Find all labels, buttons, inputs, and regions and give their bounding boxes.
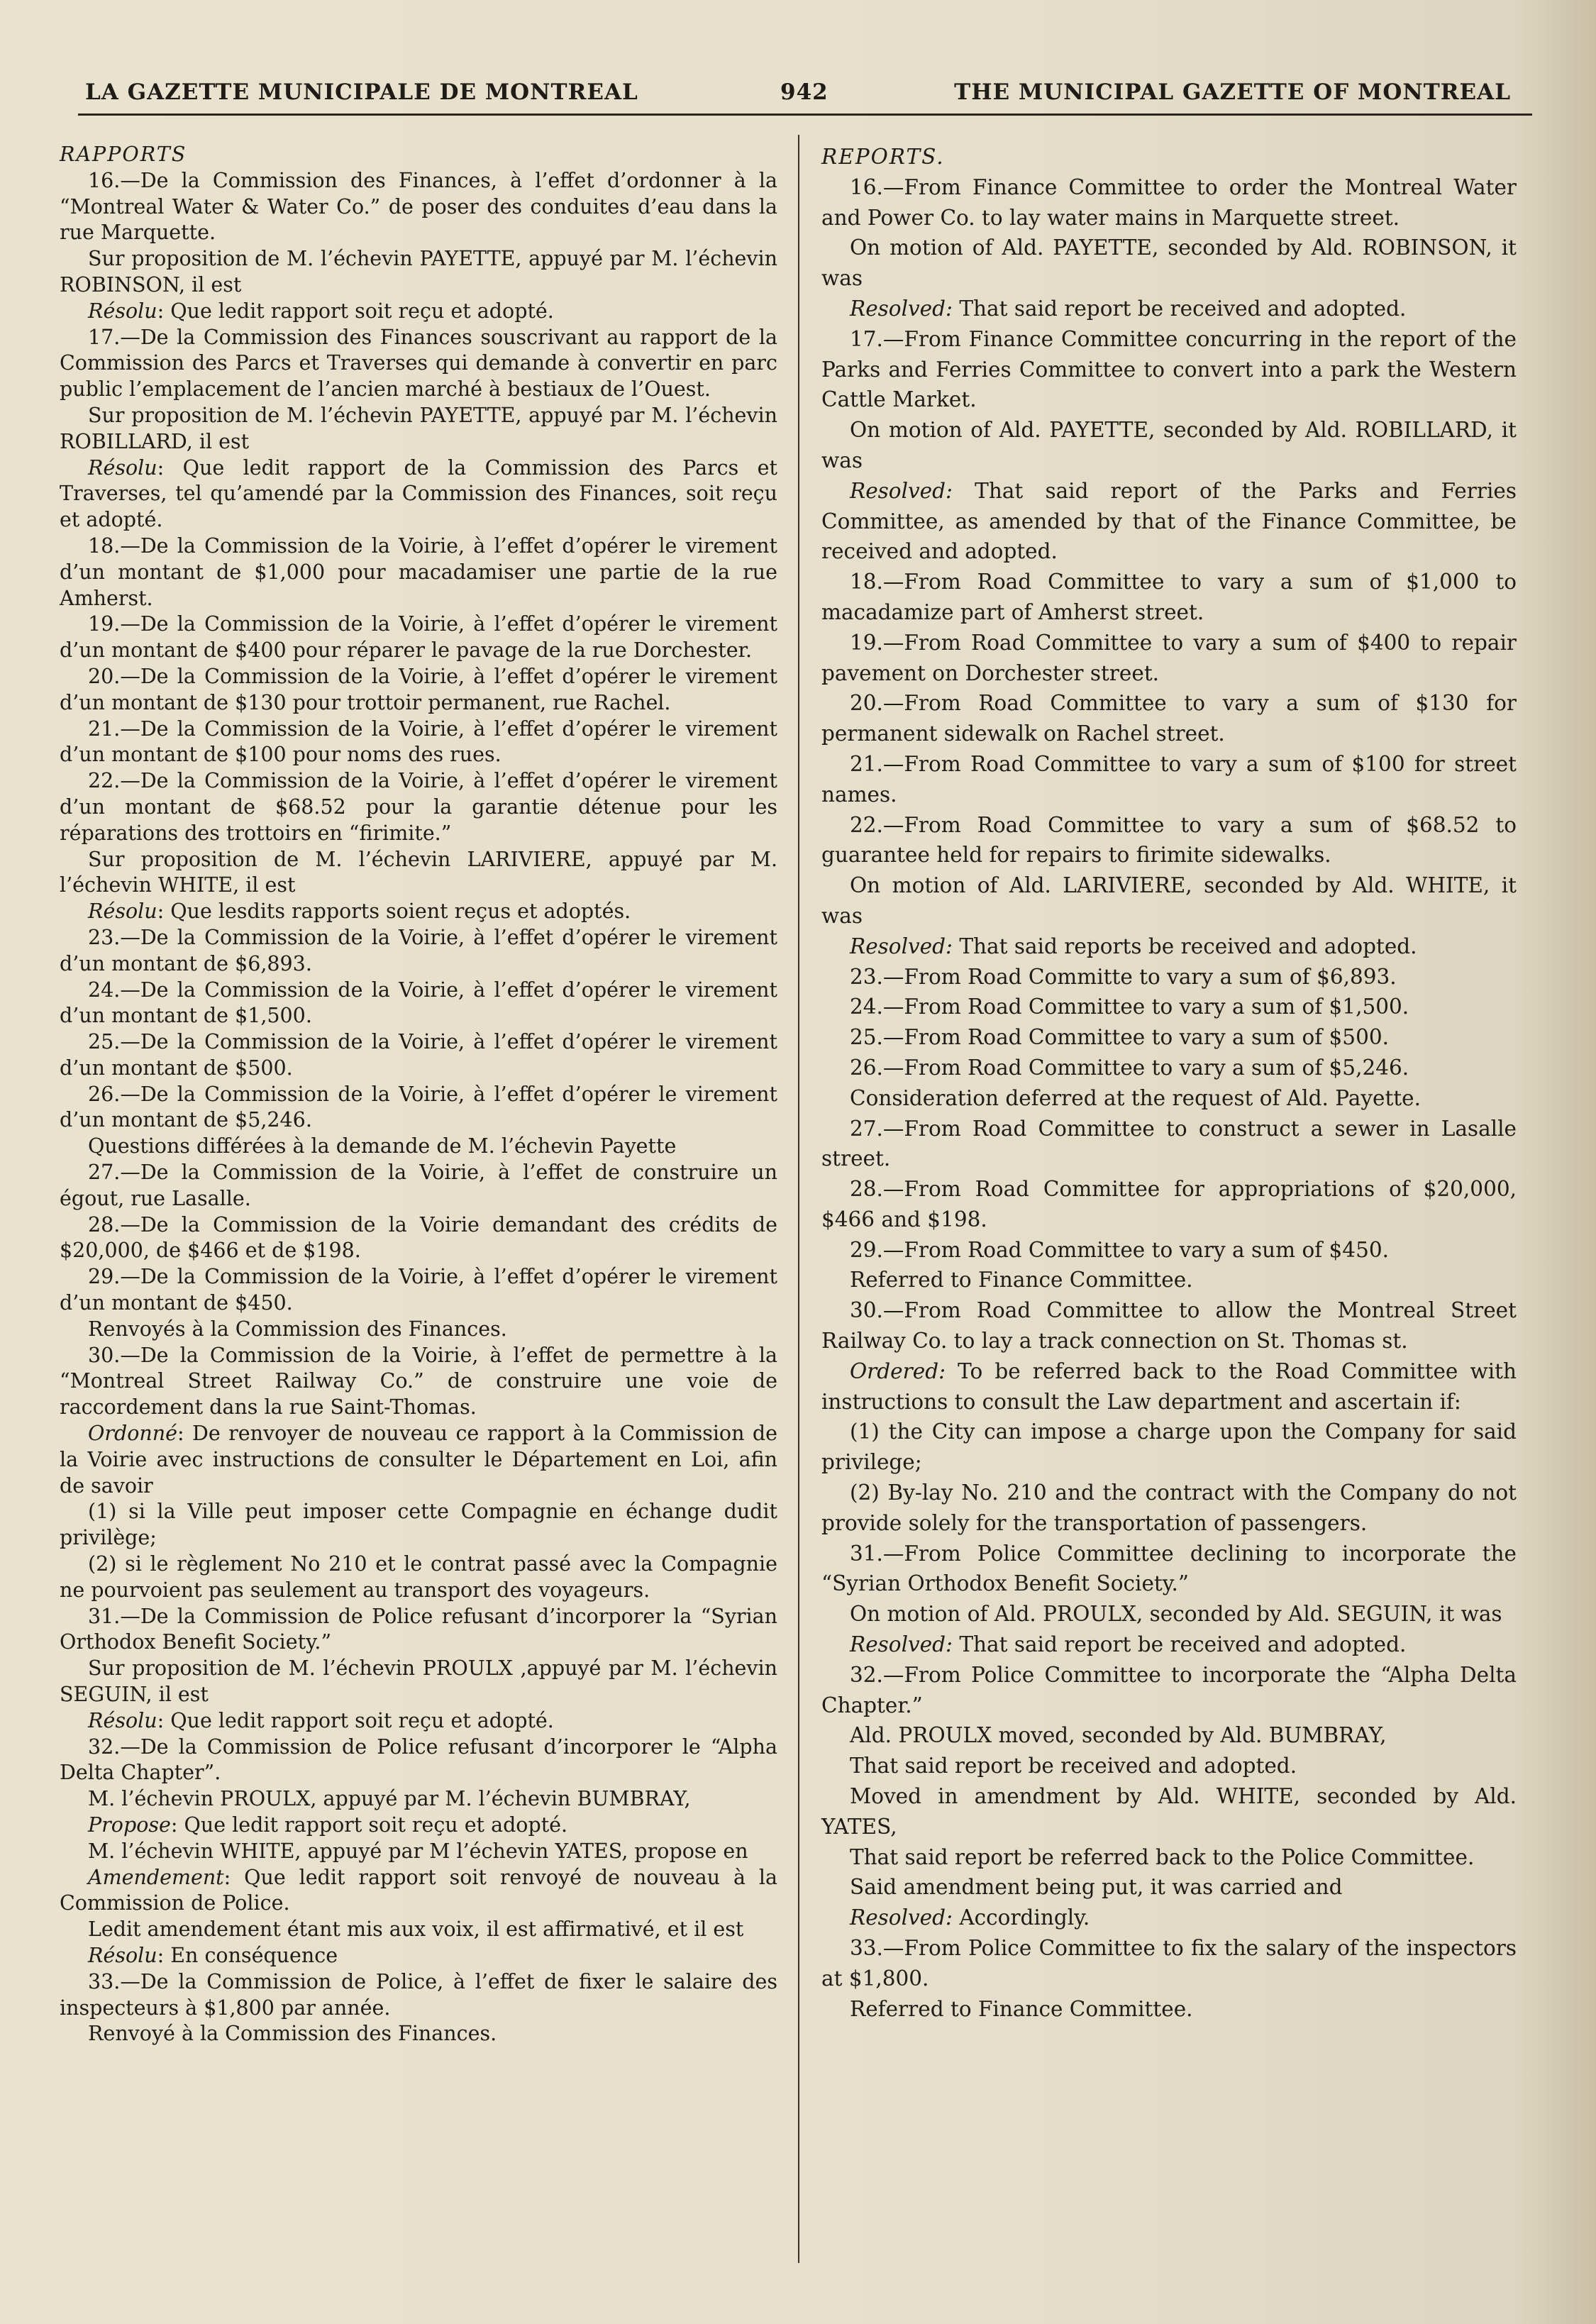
english-paragraph-text: Referred to Finance Committee.: [850, 1268, 1193, 1293]
english-paragraph-text: 28.—From Road Committee for appropriations of $20,000, $466 and $198.: [821, 1177, 1517, 1232]
french-paragraph-text: Sur proposition de M. l’échevin PROULX ,appuyé par M. l’échevin SEGUIN, il est: [60, 1656, 777, 1707]
french-paragraph: [60, 1917, 777, 1943]
french-paragraph: [60, 768, 777, 846]
english-paragraph: [821, 1751, 1517, 1781]
english-paragraph-text: 25.—From Road Committee to vary a sum of $500.: [850, 1025, 1389, 1050]
page-header: [85, 79, 1511, 114]
english-paragraph: [821, 1478, 1517, 1539]
english-paragraph-text: 29.—From Road Committee to vary a sum of $450.: [850, 1237, 1389, 1262]
english-paragraph-text: (1) the City can impose a charge upon the Company for said privilege;: [821, 1420, 1517, 1475]
french-paragraph: [60, 1264, 777, 1317]
english-section-heading: REPORTS.: [821, 145, 945, 169]
english-paragraph-text: 17.—From Finance Committee concurring in the report of the Parks and Ferries Committee to convert into a park the Western Cattle Market.: [821, 326, 1517, 412]
french-paragraph: [60, 1551, 777, 1604]
english-paragraph-text: 19.—From Road Committee to vary a sum of $400 to repair pavement on Dorchester street.: [821, 630, 1517, 685]
french-paragraph: [60, 299, 777, 325]
french-paragraph: [60, 1421, 777, 1499]
english-paragraph: [821, 1660, 1517, 1721]
english-paragraph-text: On motion of Ald. LARIVIERE, seconded by Ald. WHITE, it was: [821, 873, 1517, 928]
french-paragraph-text: : Que ledit rapport de la Commission des Parcs et Traverses, tel qu’amendé par la Commission des Finances, soit reçu et adopté.: [60, 455, 777, 532]
french-paragraph-text: 26.—De la Commission de la Voirie, à l’effet d’opérer le virement d’un montant de $5,246.: [60, 1082, 777, 1132]
english-paragraph: [821, 1720, 1517, 1751]
english-paragraph: [821, 567, 1517, 628]
english-paragraph-text: That said reports be received and adopted.: [952, 934, 1417, 958]
french-paragraph: [60, 1134, 777, 1160]
french-paragraph-text: : Que ledit rapport soit reçu et adopté.: [170, 1813, 568, 1837]
english-paragraph-text: Moved in amendment by Ald. WHITE, seconded by Ald. YATES,: [821, 1784, 1517, 1839]
english-paragraph-text: On motion of Ald. PAYETTE, seconded by Ald. ROBINSON, it was: [821, 236, 1517, 291]
french-paragraph-text: 22.—De la Commission de la Voirie, à l’effet d’opérer le virement d’un montant de $68.52 pour la garantie détenue pour les réparations des trottoirs en “firimite.”: [60, 769, 777, 845]
english-paragraph: [821, 931, 1517, 962]
french-paragraph-text: : Que ledit rapport soit reçu et adopté.: [157, 299, 554, 323]
french-paragraph: [60, 1317, 777, 1343]
french-paragraph-text: M. l’échevin PROULX, appuyé par M. l’échevin BUMBRAY,: [88, 1787, 691, 1811]
english-paragraph-text: (2) By-lay No. 210 and the contract with the Company do not provide solely for the transportation of passengers.: [821, 1481, 1517, 1535]
french-paragraph-text: : Que ledit rapport soit renvoyé de nouveau à la Commission de Police.: [60, 1865, 777, 1915]
english-paragraph-text: That said report be referred back to the Police Committee.: [850, 1844, 1475, 1869]
french-paragraph-text: 16.—De la Commission des Finances, à l’effet d’ordonner à la “Montreal Water & Water Co.” de poser des conduites d’eau dans la rue Marquette.: [60, 168, 777, 245]
french-paragraph: [60, 1160, 777, 1212]
french-paragraph-text: Sur proposition de M. l’échevin PAYETTE, appuyé par M. l’échevin ROBILLARD, il est: [60, 403, 777, 453]
english-paragraph-text: To be referred back to the Road Committee with instructions to consult the Law department and ascertain if:: [821, 1359, 1517, 1414]
french-paragraph-lead: Résolu: [88, 1708, 157, 1732]
english-paragraph-lead: Resolved:: [850, 1632, 953, 1657]
english-paragraph-text: 21.—From Road Committee to vary a sum of $100 for street names.: [821, 751, 1517, 807]
french-paragraph: [60, 1865, 777, 1918]
english-paragraph-text: 24.—From Road Committee to vary a sum of $1,500.: [850, 995, 1409, 1019]
french-paragraph-text: 23.—De la Commission de la Voirie, à l’effet d’opérer le virement d’un montant de $6,893.: [60, 925, 777, 975]
english-paragraph: [821, 1174, 1517, 1235]
french-section-heading: RAPPORTS: [60, 143, 187, 166]
french-paragraph-text: 24.—De la Commission de la Voirie, à l’effet d’opérer le virement d’un montant de $1,500.: [60, 978, 777, 1028]
french-paragraph: [60, 899, 777, 925]
english-paragraph-lead: Resolved:: [850, 934, 953, 958]
french-paragraph-text: 21.—De la Commission de la Voirie, à l’effet d’opérer le virement d’un montant de $100 pour noms des rues.: [60, 716, 777, 767]
french-paragraph-lead: Résolu: [88, 1943, 157, 1967]
english-paragraph: [821, 1053, 1517, 1083]
french-paragraph: [60, 1029, 777, 1082]
french-paragraph: [60, 1786, 777, 1813]
french-paragraph-text: (1) si la Ville peut imposer cette Compagnie en échange dudit privilège;: [60, 1500, 777, 1550]
english-paragraph: [821, 1417, 1517, 1478]
english-paragraph: [821, 870, 1517, 931]
page-number: 942: [780, 79, 829, 105]
french-title: LA GAZETTE MUNICIPALE DE MONTREAL: [85, 79, 638, 105]
french-paragraph: [60, 1499, 777, 1551]
english-paragraph-text: That said report be received and adopted.: [850, 1754, 1297, 1778]
french-paragraph: [60, 2021, 777, 2047]
french-paragraph: [60, 1343, 777, 1421]
english-paragraph-text: 20.—From Road Committee to vary a sum of $130 for permanent sidewalk on Rachel street.: [821, 691, 1517, 746]
french-paragraph-lead: Résolu: [88, 299, 157, 323]
english-paragraph-text: Referred to Finance Committee.: [850, 1996, 1193, 2021]
english-paragraph-lead: Ordered:: [850, 1359, 946, 1383]
french-paragraph-text: Renvoyés à la Commission des Finances.: [88, 1317, 507, 1341]
english-paragraph: [821, 810, 1517, 871]
french-paragraph: [60, 1604, 777, 1656]
french-paragraph: [60, 455, 777, 533]
english-paragraph: [821, 1539, 1517, 1600]
french-paragraph-lead: Résolu: [88, 900, 157, 924]
french-paragraph-text: 28.—De la Commission de la Voirie demandant des crédits de $20,000, de $466 et de $198.: [60, 1212, 777, 1263]
english-paragraph: [821, 1994, 1517, 2025]
french-paragraph: [60, 978, 777, 1030]
english-paragraph: [821, 1629, 1517, 1660]
french-paragraph-text: 18.—De la Commission de la Voirie, à l’effet d’opérer le virement d’un montant de $1,000 pour macadamiser une partie de la rue Amherst.: [60, 533, 777, 610]
english-paragraph-text: 22.—From Road Committee to vary a sum of $68.52 to guarantee held for repairs to firimite sidewalks.: [821, 812, 1517, 868]
english-paragraph-text: 18.—From Road Committee to vary a sum of $1,000 to macadamize part of Amherst street.: [821, 570, 1517, 624]
french-paragraph-text: 20.—De la Commission de la Voirie, à l’effet d’opérer le virement d’un montant de $130 pour trottoir permanent, rue Rachel.: [60, 664, 777, 714]
english-paragraph: [821, 1235, 1517, 1266]
english-paragraph: [821, 294, 1517, 324]
english-paragraph: [821, 1356, 1517, 1417]
english-column: [821, 142, 1517, 2024]
french-paragraph-text: : De renvoyer de nouveau ce rapport à la Commission de la Voirie avec instructions de consulter le Département en Loi, afin de savoir: [60, 1422, 777, 1498]
english-paragraph: [821, 962, 1517, 992]
english-paragraph-text: Accordingly.: [952, 1905, 1090, 1930]
french-paragraph-text: M. l’échevin WHITE, appuyé par M l’échevin YATES, propose en: [88, 1839, 748, 1863]
english-paragraph-text: On motion of Ald. PROULX, seconded by Ald. SEGUIN, it was: [850, 1602, 1502, 1627]
french-paragraph-text: 30.—De la Commission de la Voirie, à l’effet de permettre à la “Montreal Street Railway Co.” de construire une voie de raccordement dans la rue Saint-Thomas.: [60, 1343, 777, 1420]
french-paragraph: [60, 664, 777, 716]
english-paragraph: [821, 476, 1517, 567]
french-paragraph-text: 25.—De la Commission de la Voirie, à l’effet d’opérer le virement d’un montant de $500.: [60, 1030, 777, 1080]
french-paragraph-text: 33.—De la Commission de Police, à l’effet de fixer le salaire des inspecteurs à $1,800 par année.: [60, 1969, 777, 2020]
french-paragraph: [60, 1839, 777, 1865]
english-paragraph-text: Ald. PROULX moved, seconded by Ald. BUMBRAY,: [850, 1723, 1387, 1748]
english-paragraph: [821, 1114, 1517, 1175]
french-paragraph-lead: Amendement: [88, 1865, 224, 1889]
french-paragraph-text: Questions différées à la demande de M. l’échevin Payette: [88, 1134, 677, 1158]
english-paragraph-lead: Resolved:: [850, 296, 953, 321]
english-paragraph: [821, 324, 1517, 415]
english-paragraph-text: 23.—From Road Committe to vary a sum of $6,893.: [850, 964, 1397, 989]
french-paragraph-text: 17.—De la Commission des Finances souscrivant au rapport de la Commission des Parcs et Traverses qui demande à convertir en parc public l’emplacement de l’ancien marché à bestiaux de l’Ouest.: [60, 325, 777, 402]
french-paragraph-text: 27.—De la Commission de la Voirie, à l’effet de construire un égout, rue Lasalle.: [60, 1161, 777, 1210]
french-paragraph: [60, 1708, 777, 1734]
french-paragraph: [60, 1969, 777, 2022]
english-paragraph: [821, 172, 1517, 233]
french-paragraph: [60, 847, 777, 900]
english-paragraph-text: 31.—From Police Committee declining to incorporate the “Syrian Orthodox Benefit Society.”: [821, 1541, 1517, 1596]
english-paragraph: [821, 233, 1517, 294]
column-divider: [798, 135, 799, 2263]
english-paragraph: [821, 1842, 1517, 1873]
french-paragraph-text: (2) si le règlement No 210 et le contrat passé avec la Compagnie ne pourvoient pas seulement au transport des voyageurs.: [60, 1552, 777, 1602]
english-paragraph: [821, 1781, 1517, 1842]
english-paragraph: [821, 1599, 1517, 1629]
french-paragraph: [60, 246, 777, 299]
english-paragraph: [821, 1872, 1517, 1903]
french-paragraph-text: : Que lesdits rapports soient reçus et adoptés.: [157, 900, 631, 924]
english-paragraph: [821, 1295, 1517, 1356]
french-paragraph-lead: Ordonné: [88, 1422, 177, 1446]
english-paragraph-text: That said report be received and adopted.: [952, 296, 1407, 321]
english-paragraph-text: 26.—From Road Committee to vary a sum of $5,246.: [850, 1055, 1409, 1080]
french-paragraph: [60, 1212, 777, 1265]
english-paragraph-text: That said report of the Parks and Ferries Committee, as amended by that of the Finance Committee, be received and adopted.: [821, 478, 1517, 564]
english-paragraph: [821, 1903, 1517, 1933]
english-paragraph-text: Said amendment being put, it was carried and: [850, 1875, 1343, 1900]
french-paragraph: [60, 612, 777, 664]
french-paragraph-text: 29.—De la Commission de la Voirie, à l’effet d’opérer le virement d’un montant de $450.: [60, 1265, 777, 1315]
french-paragraph-text: Sur proposition de M. l’échevin PAYETTE, appuyé par M. l’échevin ROBINSON, il est: [60, 247, 777, 297]
french-paragraph-lead: Propose: [88, 1813, 171, 1837]
french-paragraph: [60, 325, 777, 403]
english-paragraph-text: 32.—From Police Committee to incorporate the “Alpha Delta Chapter.”: [821, 1662, 1517, 1717]
english-paragraph: [821, 992, 1517, 1022]
french-paragraph-text: Sur proposition de M. l’échevin LARIVIERE, appuyé par M. l’échevin WHITE, il est: [60, 847, 777, 897]
english-paragraph-text: 27.—From Road Committee to construct a sewer in Lasalle street.: [821, 1116, 1517, 1171]
french-paragraph: [60, 1943, 777, 1969]
french-paragraph-text: Ledit amendement étant mis aux voix, il est affirmativé, et il est: [88, 1918, 744, 1942]
english-paragraph: [821, 1933, 1517, 1994]
french-paragraph: [60, 925, 777, 978]
english-paragraph: [821, 688, 1517, 749]
french-paragraph-lead: Résolu: [88, 455, 157, 480]
english-paragraph-text: 30.—From Road Committee to allow the Montreal Street Railway Co. to lay a track connection on St. Thomas st.: [821, 1298, 1517, 1354]
english-title: THE MUNICIPAL GAZETTE OF MONTREAL: [954, 79, 1511, 105]
french-paragraph: [60, 1813, 777, 1839]
french-paragraph: [60, 716, 777, 769]
french-paragraph-text: : Que ledit rapport soit reçu et adopté.: [157, 1708, 554, 1732]
english-paragraph-text: Consideration deferred at the request of Ald. Payette.: [850, 1085, 1421, 1110]
english-paragraph: [821, 628, 1517, 689]
english-paragraph: [821, 1265, 1517, 1295]
english-paragraph-text: On motion of Ald. PAYETTE, seconded by Ald. ROBILLARD, it was: [821, 418, 1517, 472]
english-paragraph-text: 33.—From Police Committee to fix the salary of the inspectors at $1,800.: [821, 1936, 1517, 1991]
english-paragraph: [821, 415, 1517, 476]
french-paragraph: [60, 1734, 777, 1787]
french-paragraph-text: 31.—De la Commission de Police refusant d’incorporer la “Syrian Orthodox Benefit Society.”: [60, 1604, 777, 1654]
header-rule: [78, 114, 1532, 116]
french-paragraph: [60, 1082, 777, 1134]
english-paragraph: [821, 1083, 1517, 1114]
french-paragraph-text: Renvoyé à la Commission des Finances.: [88, 2022, 497, 2046]
french-paragraph: [60, 1656, 777, 1708]
french-column: [60, 142, 777, 2047]
english-paragraph-text: That said report be received and adopted.: [952, 1632, 1407, 1657]
french-paragraph: [60, 168, 777, 246]
french-paragraph-text: 19.—De la Commission de la Voirie, à l’effet d’opérer le virement d’un montant de $400 pour réparer le pavage de la rue Dorchester.: [60, 612, 777, 663]
english-paragraph-lead: Resolved:: [850, 1905, 953, 1930]
english-paragraph: [821, 1022, 1517, 1053]
french-paragraph: [60, 533, 777, 612]
english-paragraph-lead: Resolved:: [850, 478, 953, 503]
english-paragraph: [821, 749, 1517, 810]
french-paragraph: [60, 403, 777, 455]
french-paragraph-text: 32.—De la Commission de Police refusant d’incorporer le “Alpha Delta Chapter”.: [60, 1734, 777, 1785]
english-paragraph-text: 16.—From Finance Committee to order the Montreal Water and Power Co. to lay water mains in Marquette street.: [821, 175, 1517, 230]
french-paragraph-text: : En conséquence: [157, 1943, 338, 1967]
